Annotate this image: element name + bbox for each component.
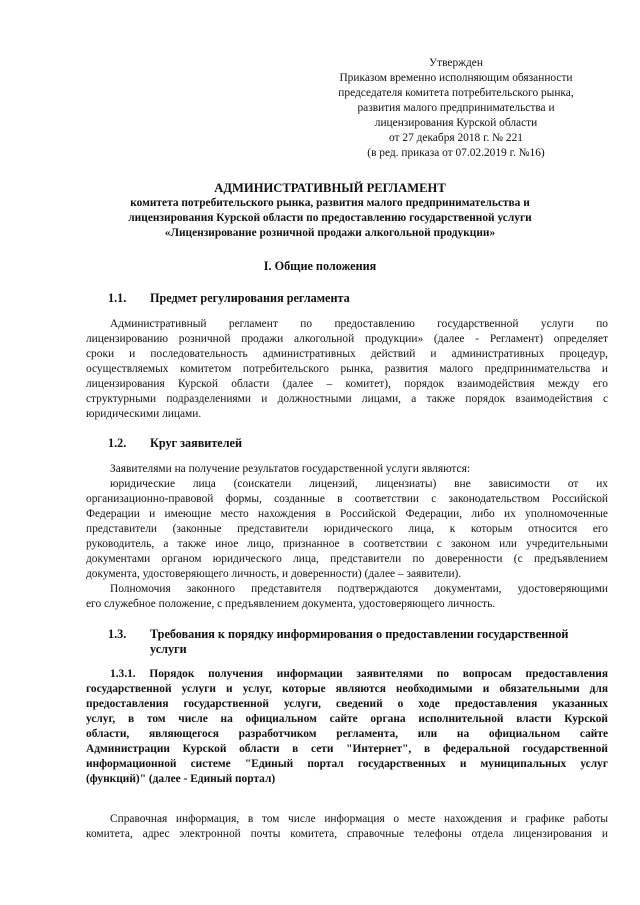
paragraph-line: руководитель, а также иное лицо, признанное в соответствии с законом или учредительными [86, 538, 608, 550]
section-title: Круг заявителей [150, 436, 242, 450]
paragraph-line: документами органом юридического лица, представители по доверенности (с предъявлением [86, 553, 608, 565]
approval-line: развития малого предпринимательства и [357, 102, 555, 114]
approval-line: лицензирования Курской области [374, 117, 538, 129]
title-line: «Лицензирование розничной продажи алкогольной продукции» [164, 227, 496, 239]
document-title [100, 180, 560, 241]
paragraph-line: комитета, адрес электронной почты комитета, справочные телефоны отдела лицензирования и [86, 828, 608, 840]
section-title: Требования к порядку информирования о предоставлении государственной [150, 627, 569, 641]
section-number: 1.3. [108, 627, 127, 641]
section-number: 1.2. [108, 436, 127, 450]
paragraph-line: Администрации Курской области в сети "Интернет", в федеральной государственной [86, 743, 608, 755]
section-number: 1.1. [108, 291, 127, 305]
paragraph-line: Административный регламент по предоставлению государственной услуги по [110, 318, 608, 330]
paragraph-line: (функций)" (далее - Единый портал) [86, 773, 276, 785]
paragraph-line: области, являющегося разработчиком регламента, или на официальном сайте [86, 728, 608, 740]
paragraph-line: предоставления государственной услуги, сведений о ходе предоставления указанных [86, 698, 608, 710]
paragraph-line: сроки и последовательность административных действий и административных процедур, [86, 348, 608, 360]
chapter-heading: I. Общие положения [263, 259, 377, 273]
paragraph-line: государственной услуги и услуг, которые являются необходимыми и обязательными для [86, 683, 608, 695]
paragraph-line: организационно-правовой формы, созданные в соответствии с законодательством Российской [86, 493, 608, 505]
paragraph-line: лицензированию розничной продажи алкогольной продукции» (далее - Регламент) определяет [86, 333, 608, 345]
paragraph-line: Заявителями на получение результатов государственной услуги являются: [110, 463, 470, 475]
paragraph-line: юридическими лицами. [86, 408, 202, 420]
approval-block [326, 56, 586, 161]
section-title: услуги [150, 642, 187, 656]
paragraph-line: 1.3.1. Порядок получения информации заявителями по вопросам предоставления [110, 668, 608, 680]
approval-line: Приказом временно исполняющим обязанности [339, 72, 573, 84]
paragraph-line: представители (законные представители юридического лица, к которым относится его [86, 523, 608, 535]
paragraph-line: Полномочия законного представителя подтверждаются документами, удостоверяющими [110, 583, 608, 595]
paragraph-line: документа, удостоверяющего личность, и доверенности) (далее – заявители). [86, 568, 462, 580]
approval-line: председателя комитета потребительского рынка, [338, 87, 574, 99]
paragraph-line: информационной системе "Единый портал государственных и муниципальных услуг [86, 758, 608, 770]
paragraph-line: лицензирования Курской области (далее – комитет), порядок взаимодействия между его [86, 378, 608, 390]
paragraph-line: Федерации и имеющие место нахождения в Российской Федерации, либо их уполномоченные [86, 508, 608, 520]
approval-line: Утвержден [429, 57, 483, 69]
paragraph-line: осуществляемых комитетом потребительского рынка, развития малого предпринимательства и [86, 363, 608, 375]
paragraph-line: Справочная информация, в том числе информация о месте нахождения и графике работы [110, 813, 608, 825]
paragraph-line: структурными подразделениями и должностными лицами, а также порядок взаимодействия с [86, 393, 608, 405]
title-line: комитета потребительского рынка, развития малого предпринимательства и [130, 197, 530, 209]
title-main: АДМИНИСТРАТИВНЫЙ РЕГЛАМЕНТ [214, 181, 446, 195]
approval-line: (в ред. приказа от 07.02.2019 г. №16) [367, 147, 545, 159]
title-line: лицензирования Курской области по предоставлению государственной услуги [128, 212, 532, 224]
section-title: Предмет регулирования регламента [150, 291, 350, 305]
paragraph-line: его служебное положение, с предъявлением документа, удостоверяющего личность. [86, 598, 496, 610]
approval-line: от 27 декабря 2018 г. № 221 [389, 132, 523, 144]
paragraph-line: юридические лица (соискатели лицензий, лицензиаты) вне зависимости от их [110, 478, 608, 490]
paragraph-line: услуг, в том числе на официальном сайте органа исполнительной власти Курской [86, 713, 608, 725]
